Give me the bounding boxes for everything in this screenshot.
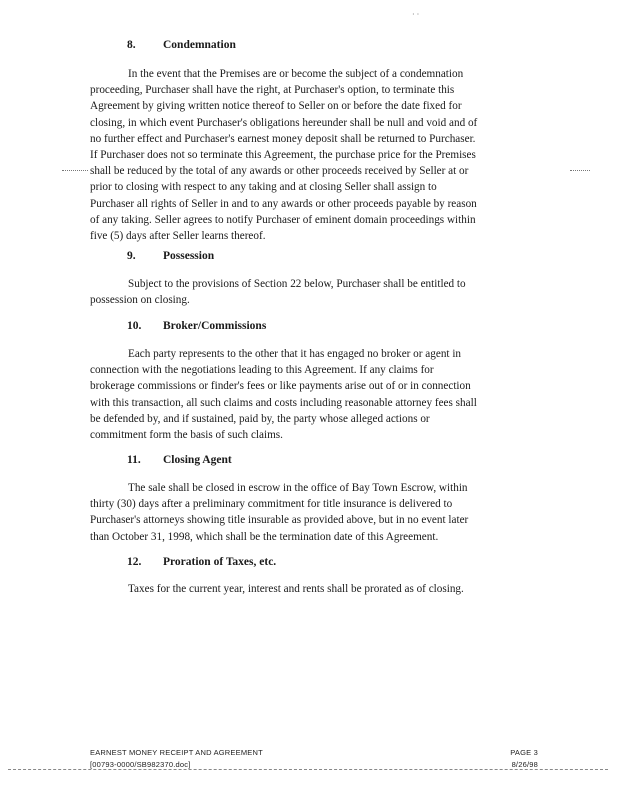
- footer-rule: [8, 769, 608, 770]
- text-line: with this transaction, all such claims and costs including reasonable attorney fees shall: [90, 396, 477, 409]
- text-line: Subject to the provisions of Section 22 below, Purchaser shall be entitled to: [128, 278, 466, 290]
- text-line: be defended by, and if sustained, paid by, the party whose alleged actions or: [90, 412, 430, 425]
- scan-artifact: [570, 170, 590, 171]
- scan-artifact: [62, 170, 88, 171]
- text-line: Purchaser all rights of Seller in and to any awards or other proceeds payable by reason: [90, 197, 477, 210]
- text-line: no further effect and Purchaser's earnest money deposit shall be returned to Purchaser.: [90, 132, 476, 145]
- section-heading-8: [127, 38, 236, 52]
- section-title: Proration of Taxes, etc.: [163, 556, 277, 568]
- section-number: 9.: [127, 250, 136, 262]
- section-body-12: [90, 581, 522, 597]
- text-line: proceeding, Purchaser shall have the right, at Purchaser's option, to terminate this: [90, 84, 455, 97]
- section-number: 12.: [127, 556, 142, 568]
- text-line: Agreement by giving written notice thereof to Seller on or before the date fixed for: [90, 100, 462, 113]
- section-title: Broker/Commissions: [163, 320, 267, 332]
- section-number: 10.: [127, 320, 142, 332]
- section-number: 11.: [127, 454, 141, 466]
- section-body-10: [90, 346, 522, 443]
- section-number: 8.: [127, 39, 136, 51]
- footer-file-row: [90, 760, 550, 769]
- text-line: five (5) days after Seller learns thereof.: [90, 230, 266, 243]
- text-line: If Purchaser does not so terminate this Agreement, the purchase price for the Premises: [90, 149, 476, 162]
- text-line: Purchaser's attorneys showing title insurable as provided above, but in no event later: [90, 514, 469, 527]
- section-heading-12: [127, 555, 276, 569]
- text-line: commitment form the basis of such claims.: [90, 429, 283, 442]
- scan-mark: · ·: [412, 10, 420, 19]
- text-line: shall be reduced by the total of any awards or other proceeds received by Seller at or: [90, 165, 469, 178]
- footer-file-name: [00793-0000/SB982370.doc]: [90, 760, 191, 769]
- text-line: connection with the negotiations leading to this Agreement. If any claims for: [90, 364, 434, 377]
- text-line: possession on closing.: [90, 294, 190, 307]
- text-line: prior to closing with respect to any taking and at closing Seller shall assign to: [90, 181, 437, 194]
- text-line: Each party represents to the other that it has engaged no broker or agent in: [128, 348, 462, 360]
- section-body-8: [90, 66, 522, 244]
- text-line: closing, in which event Purchaser's obligations hereunder shall be null and void and of: [90, 116, 478, 129]
- text-line: The sale shall be closed in escrow in the office of Bay Town Escrow, within: [128, 482, 468, 494]
- footer-date: 8/26/98: [511, 760, 538, 769]
- text-line: Taxes for the current year, interest and rents shall be prorated as of closing.: [128, 583, 464, 595]
- section-title: Condemnation: [163, 39, 236, 51]
- section-heading-10: [127, 319, 266, 333]
- section-title: Closing Agent: [163, 454, 232, 466]
- text-line: brokerage commissions or finder's fees or like payments arise out of or in connection: [90, 380, 471, 393]
- section-body-11: [90, 480, 522, 545]
- footer-title-row: [90, 748, 550, 757]
- section-body-9: [90, 276, 522, 308]
- footer-title: EARNEST MONEY RECEIPT AND AGREEMENT: [90, 748, 263, 757]
- section-heading-9: [127, 249, 214, 263]
- page-number: PAGE 3: [510, 748, 538, 757]
- section-title: Possession: [163, 250, 215, 262]
- text-line: In the event that the Premises are or become the subject of a condemnation: [128, 68, 464, 80]
- text-line: of any taking. Seller agrees to notify Purchaser of eminent domain proceedings within: [90, 213, 476, 226]
- text-line: than October 31, 1998, which shall be the termination date of this Agreement.: [90, 530, 439, 543]
- section-heading-11: [127, 453, 232, 467]
- text-line: thirty (30) days after a preliminary commitment for title insurance is delivered to: [90, 498, 453, 511]
